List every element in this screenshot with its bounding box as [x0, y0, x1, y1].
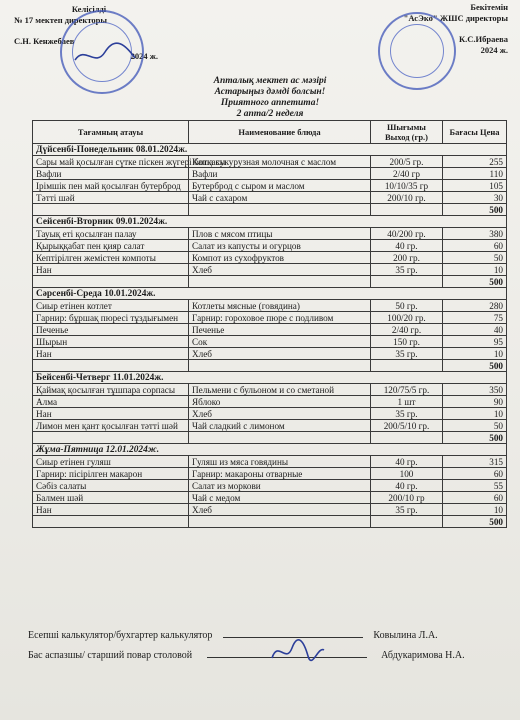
col-header-name-ru: Наименование блюда: [189, 121, 371, 144]
table-row: [33, 384, 507, 396]
dish-name-ru: Сок: [189, 336, 371, 348]
dish-name-ru: Гуляш из мяса говядины: [189, 456, 371, 468]
dish-output: 50 гр.: [371, 300, 443, 312]
col-header-output: Шығымы Выход (гр.): [371, 121, 443, 144]
day-total-row: [33, 360, 507, 372]
table-row: [33, 228, 507, 240]
table-row: [33, 480, 507, 492]
dish-price: 380: [443, 228, 507, 240]
dish-output: 35 гр.: [371, 504, 443, 516]
dish-name-ru: Компот из сухофруктов: [189, 252, 371, 264]
dish-price: 55: [443, 480, 507, 492]
day-title: Жұма-Пятница 12.01.2024ж.: [33, 444, 507, 456]
title-line: 2 апта/2 неделя: [236, 109, 304, 119]
empty-cell: [33, 204, 189, 216]
col-header-price: Бағасы Цена: [443, 121, 507, 144]
table-row: [33, 348, 507, 360]
dish-price: 50: [443, 252, 507, 264]
dish-price: 60: [443, 468, 507, 480]
table-row: [33, 408, 507, 420]
table-row: [33, 156, 507, 168]
dish-output: 200/5 гр.: [371, 156, 443, 168]
dish-price: 10: [443, 408, 507, 420]
day-title: Дүйсенбі-Понедельник 08.01.2024ж.: [33, 144, 507, 156]
day-total: 500: [443, 432, 507, 444]
day-header-row: [33, 444, 507, 456]
dish-output: 100/20 гр.: [371, 312, 443, 324]
day-title: Бейсенбі-Четверг 11.01.2024ж.: [33, 372, 507, 384]
day-total-row: [33, 516, 507, 528]
empty-cell: [189, 276, 371, 288]
dish-price: 315: [443, 456, 507, 468]
table-row: [33, 180, 507, 192]
table-row: [33, 240, 507, 252]
chef-name: Абдукаримова Н.А.: [381, 650, 465, 661]
dish-name-kz: Гарнир: бұршақ пюресі тұздығымен: [33, 312, 189, 324]
dish-name-ru: Чай с медом: [189, 492, 371, 504]
day-total: 500: [443, 204, 507, 216]
dish-output: 35 гр.: [371, 264, 443, 276]
dish-name-ru: Салат из моркови: [189, 480, 371, 492]
dish-output: 35 гр.: [371, 408, 443, 420]
day-total: 500: [443, 276, 507, 288]
dish-output: 150 гр.: [371, 336, 443, 348]
empty-cell: [371, 432, 443, 444]
day-total-row: [33, 204, 507, 216]
dish-name-ru: Печенье: [189, 324, 371, 336]
day-total-row: [33, 276, 507, 288]
table-row: [33, 300, 507, 312]
dish-price: 105: [443, 180, 507, 192]
dish-name-ru: Чай сладкий с лимоном: [189, 420, 371, 432]
dish-output: 200/10 гр: [371, 492, 443, 504]
dish-output: 120/75/5 гр.: [371, 384, 443, 396]
agreed-name: С.Н. Кенжебаев: [14, 36, 75, 46]
day-header-row: [33, 216, 507, 228]
dish-price: 350: [443, 384, 507, 396]
dish-name-kz: Нан: [33, 504, 189, 516]
dish-output: 10/10/35 гр: [371, 180, 443, 192]
col-header-name-kz: Тағамның атауы: [33, 121, 189, 144]
empty-cell: [189, 204, 371, 216]
dish-output: 200/10 гр.: [371, 192, 443, 204]
dish-name-kz: Қаймақ қосылған тұшпара сорпасы: [33, 384, 189, 396]
dish-price: 60: [443, 492, 507, 504]
dish-price: 280: [443, 300, 507, 312]
approved-name: К.С.Ибраева: [458, 34, 508, 44]
dish-name-kz: Тауық еті қосылған палау: [33, 228, 189, 240]
dish-name-ru: Салат из капусты и огурцов: [189, 240, 371, 252]
dish-name-kz: Сары май қосылған сүтке піскен жүгері ботқасы: [33, 156, 189, 168]
dish-name-kz: Гарнир: пісірілген макарон: [33, 468, 189, 480]
dish-name-kz: Сәбіз салаты: [33, 480, 189, 492]
day-title: Сәрсенбі-Среда 10.01.2024ж.: [33, 288, 507, 300]
dish-name-ru: Котлеты мясные (говядина): [189, 300, 371, 312]
dish-name-ru: Бутерброд с сыром и маслом: [189, 180, 371, 192]
dish-price: 40: [443, 324, 507, 336]
dish-output: 200 гр.: [371, 252, 443, 264]
menu-table: [32, 120, 507, 528]
dish-name-kz: Лимон мен қант қосылған тәтті шәй: [33, 420, 189, 432]
empty-cell: [371, 204, 443, 216]
empty-cell: [371, 516, 443, 528]
dish-name-kz: Печенье: [33, 324, 189, 336]
empty-cell: [371, 276, 443, 288]
dish-name-ru: Гарнир: макароны отварные: [189, 468, 371, 480]
dish-name-ru: Хлеб: [189, 504, 371, 516]
approved-label: Бекітемін: [470, 2, 508, 12]
director-signature: [70, 40, 140, 70]
dish-name-kz: Сиыр етінен котлет: [33, 300, 189, 312]
empty-cell: [189, 516, 371, 528]
table-row: [33, 192, 507, 204]
dish-name-ru: Пельмени с бульоном и со сметаной: [189, 384, 371, 396]
dish-name-kz: Ірімшік пен май қосылған бутерброд: [33, 180, 189, 192]
dish-name-ru: Вафли: [189, 168, 371, 180]
table-row: [33, 456, 507, 468]
dish-name-kz: Қырыққабат пен қияр салат: [33, 240, 189, 252]
dish-price: 60: [443, 240, 507, 252]
dish-price: 255: [443, 156, 507, 168]
empty-cell: [189, 432, 371, 444]
title-line: Апталық мектеп ас мәзірі: [213, 76, 327, 86]
table-row: [33, 396, 507, 408]
dish-name-kz: Нан: [33, 408, 189, 420]
dish-name-ru: Яблоко: [189, 396, 371, 408]
empty-cell: [33, 360, 189, 372]
approved-position: "АсЭко" ЖШС директоры: [403, 13, 508, 23]
dish-price: 75: [443, 312, 507, 324]
day-header-row: [33, 372, 507, 384]
dish-output: 200/5/10 гр.: [371, 420, 443, 432]
agreed-date: 2024 ж.: [130, 51, 158, 61]
empty-cell: [33, 276, 189, 288]
dish-name-ru: Хлеб: [189, 264, 371, 276]
agreed-label: Келісілді: [71, 4, 107, 14]
dish-name-ru: Чай с сахаром: [189, 192, 371, 204]
dish-output: 40 гр.: [371, 480, 443, 492]
menu-title: [150, 76, 390, 120]
empty-cell: [371, 360, 443, 372]
day-total: 500: [443, 360, 507, 372]
table-row: [33, 324, 507, 336]
dish-output: 1 шт: [371, 396, 443, 408]
table-row: [33, 312, 507, 324]
title-line: Астарыңыз дәмді болсын!: [214, 87, 326, 97]
dish-name-ru: Плов с мясом птицы: [189, 228, 371, 240]
table-row: [33, 264, 507, 276]
dish-output: 2/40 гр.: [371, 324, 443, 336]
dish-name-kz: Сиыр етінен гуляш: [33, 456, 189, 468]
title-line: Приятного аппетита!: [220, 98, 320, 108]
dish-name-kz: Нан: [33, 264, 189, 276]
menu-body: [33, 144, 507, 528]
table-row: [33, 492, 507, 504]
day-total: 500: [443, 516, 507, 528]
dish-name-ru: Гарнир: гороховое пюре с подливом: [189, 312, 371, 324]
chef-signature: [268, 638, 328, 666]
day-total-row: [33, 432, 507, 444]
dish-output: 35 гр.: [371, 348, 443, 360]
chef-label: Бас аспазшы/ старший повар столовой: [28, 650, 193, 661]
empty-cell: [189, 360, 371, 372]
table-row: [33, 504, 507, 516]
approved-date: 2024 ж.: [480, 45, 508, 55]
dish-price: 95: [443, 336, 507, 348]
dish-price: 10: [443, 348, 507, 360]
dish-price: 10: [443, 504, 507, 516]
dish-name-kz: Кептірілген жемістен компоты: [33, 252, 189, 264]
accountant-name: Ковылина Л.А.: [373, 630, 438, 641]
dish-name-ru: Каша кукурузная молочная с маслом: [189, 156, 371, 168]
day-title: Сейсенбі-Вторник 09.01.2024ж.: [33, 216, 507, 228]
table-row: [33, 252, 507, 264]
dish-name-ru: Хлеб: [189, 408, 371, 420]
dish-name-kz: Шырын: [33, 336, 189, 348]
dish-name-kz: Балмен шәй: [33, 492, 189, 504]
dish-price: 10: [443, 264, 507, 276]
dish-price: 90: [443, 396, 507, 408]
table-row: [33, 468, 507, 480]
day-header-row: [33, 288, 507, 300]
table-row: [33, 168, 507, 180]
dish-output: 100: [371, 468, 443, 480]
agreed-position: № 17 мектеп директоры: [14, 15, 107, 25]
dish-price: 50: [443, 420, 507, 432]
dish-name-kz: Тәтті шәй: [33, 192, 189, 204]
day-header-row: [33, 144, 507, 156]
table-header-row: [33, 121, 507, 144]
dish-name-kz: Нан: [33, 348, 189, 360]
chef-line: [28, 650, 465, 661]
dish-name-kz: Алма: [33, 396, 189, 408]
empty-cell: [33, 516, 189, 528]
dish-output: 40 гр.: [371, 456, 443, 468]
dish-price: 110: [443, 168, 507, 180]
accountant-label: Есепші калькулятор/бухгартер калькулятор: [28, 630, 213, 641]
dish-output: 40/200 гр.: [371, 228, 443, 240]
table-row: [33, 336, 507, 348]
dish-output: 40 гр.: [371, 240, 443, 252]
dish-name-kz: Вафли: [33, 168, 189, 180]
dish-name-ru: Хлеб: [189, 348, 371, 360]
dish-price: 30: [443, 192, 507, 204]
accountant-line: [28, 630, 438, 641]
dish-output: 2/40 гр: [371, 168, 443, 180]
empty-cell: [33, 432, 189, 444]
table-row: [33, 420, 507, 432]
